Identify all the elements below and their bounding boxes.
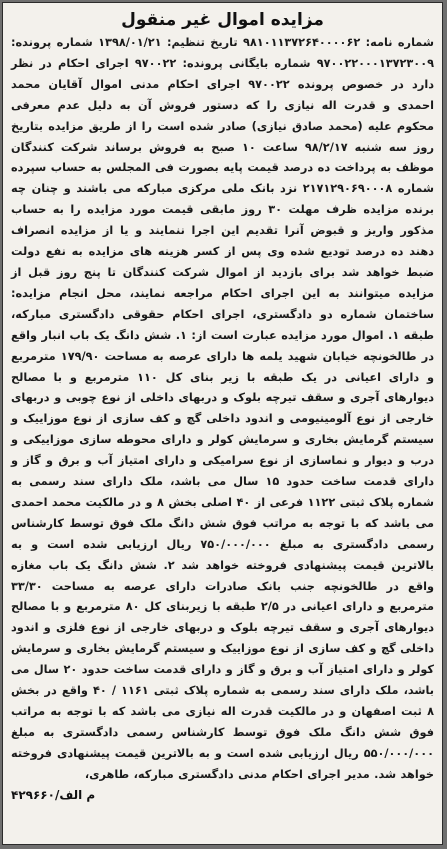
newspaper-clipping [2,2,443,845]
notice-code: ۴۲۹۶۶۰/م الف [11,787,96,802]
notice-title: مزایده اموال غیر منقول [121,10,324,30]
notice-body: شماره نامه: ۹۸۱۰۱۱۳۷۲۶۴۰۰۰۰۶۲ تاریخ تنظیم: ۱۳۹۸/۰۱/۲۱ شماره پرونده: ۹۷۰۰۲۲۰۰۰۱۳۷۲۳۰۰۹ شماره بایگانی پرونده: ۹۷۰۰۲۲ اجرای احکام در نظر دارد در خصوص پرونده ۹۷۰۰۲۲ اجرای احکام مدنی اموال آقایان محمد احمدی و قدرت اله نیازی را که دستور فروش آن به دلیل عدم معرفی محکوم علیه (محمد صادق نیازی) صادر شده است را از طریق مزایده بتاریخ روز سه شنبه ۹۸/۲/۱۷ ساعت ۱۰ صبح به فروش برساند شرکت کنندگان موظف به پرداخت ده درصد قیمت پایه بصورت فی المجلس به حساب سپرده شماره ۲۱۷۱۲۹۰۶۹۰۰۰۸ نزد بانک ملی مرکزی مبارکه می باشند و چنان چه برنده مزایده ظرف مهلت ۳۰ روز مابقی قیمت مورد مزایده را به حساب مذکور واریز و قبوض آنرا تقدیم این اجرا ننمایند و یا از مزایده انصراف دهند ده درصد تودیع شده وی پس از کسر هزینه های مزایده به نفع دولت ضبط خواهد شد برای بازدید از اموال شرکت کنندگان تا پنج روز قبل از مزایده میتوانند به این اجرای احکام مراجعه نمایند، محل انجام مزایده: ساختمان شماره دو دادگستری، اجرای احکام حقوقی دادگستری مبارکه، طبقه ۱. اموال مورد مزایده عبارت است از: ۱. شش دانگ یک باب انبار واقع در طالخونچه خیابان شهید یلمه ها دارای عرصه به مساحت ۱۷۹/۹۰ مترمربع و دارای اعیانی در یک طبقه با زیر بنای کل ۱۱۰ مترمربع و با مصالح دیوارهای آجری و سقف تیرچه بلوک و دربهای داخلی از نوع چوبی و دربهای خارجی از نوع آلومینیومی و اندود داخلی گچ و کف سازی از نوع موزاییک و سیستم گرمایش بخاری و سرمایش کولر و دارای محوطه سازی موزاییکی و درب و دیوار و نماسازی از نوع سرامیکی و دارای امتیاز آب و برق و گاز و دارای قدمت ساخت حدود ۱۵ سال می باشد، ملک دارای سند رسمی به شماره پلاک ثبتی ۱۱۲۲ فرعی از ۴۰ اصلی بخش ۸ و در مالکیت محمد احمدی می باشد که با توجه به مراتب فوق شش دانگ ملک فوق توسط کارشناس رسمی دادگستری به مبلغ ۷۵۰/۰۰۰/۰۰۰ ریال ارزیابی شده است و به بالاترین قیمت پیشنهادی فروخته خواهد شد ۲. شش دانگ یک باب مغازه واقع در طالخونچه جنب بانک صادرات دارای عرصه به مساحت ۳۳/۳۰ مترمربع و دارای اعیانی در ۲/۵ طبقه با زیربنای کل ۸۰ مترمربع و با مصالح دیوارهای آجری و سقف تیرچه بلوک و دربهای خارجی از نوع فلزی و اندود داخلی گچ و کف سازی از نوع موزاییک و سیستم گرمایش بخاری و سرمایش کولر و دارای امتیاز آب و برق و گاز و دارای قدمت ساخت حدود ۲۰ سال می باشد، ملک دارای سند رسمی به شماره پلاک ثبتی ۱۱۶۱ / ۴۰ واقع در بخش ۸ ثبت اصفهان و در مالکیت قدرت اله نیازی می باشد که با توجه به مراتب فوق شش دانگ ملک فوق توسط کارشناس رسمی دادگستری به مبلغ ۵۵۰/۰۰۰/۰۰۰ ریال ارزیابی شده است و به بالاترین قیمت پیشنهادی فروخته خواهد شد. مدیر اجرای احکام مدنی دادگستری مبارکه، طاهری، [11,36,435,781]
